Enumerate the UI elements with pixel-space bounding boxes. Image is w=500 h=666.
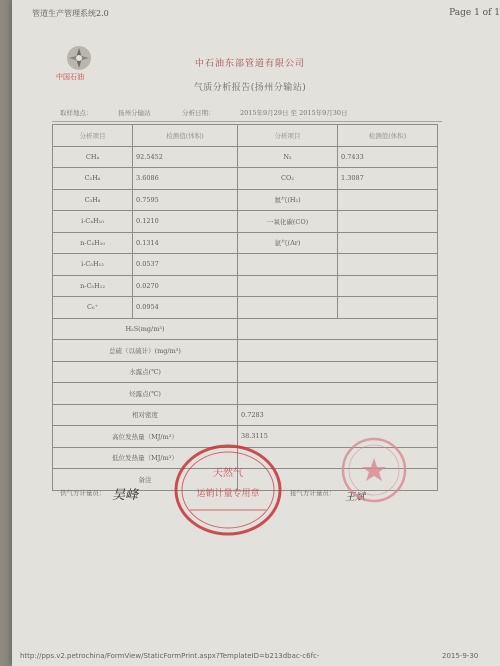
table-row xyxy=(53,340,438,362)
value-cell: 0.7283 xyxy=(238,404,438,426)
divider xyxy=(52,121,442,122)
svg-text:天然气: 天然气 xyxy=(213,468,243,479)
item-cell: 低位发热量（MJ/m³） xyxy=(53,447,238,469)
value-cell: 0.0270 xyxy=(133,275,238,297)
value-cell: 0.1314 xyxy=(133,232,238,254)
value-cell xyxy=(338,275,438,297)
analyst-signature: 吴峰 xyxy=(112,488,139,503)
table-row xyxy=(53,254,438,276)
value-cell: 38.3115 xyxy=(238,426,438,448)
item-cell: CO₂ xyxy=(238,168,338,190)
value-cell: 0.7595 xyxy=(133,189,238,211)
logo-text: 中国石油 xyxy=(56,73,84,81)
value-cell xyxy=(338,232,438,254)
table-header-row xyxy=(53,125,438,147)
time-value: 2015年9月29日 至 2015年9月30日 xyxy=(240,109,348,117)
table-row xyxy=(53,361,438,383)
print-date: 2015-9-30 xyxy=(442,652,479,660)
page-indicator: Page 1 of 1 xyxy=(449,8,500,18)
value-cell xyxy=(338,297,438,319)
item-cell xyxy=(238,254,338,276)
item-cell: 氩气(Ar) xyxy=(238,232,338,254)
value-cell xyxy=(338,211,438,233)
item-cell: H₂S(mg/m³) xyxy=(53,318,238,340)
table-row xyxy=(53,232,438,254)
value-cell xyxy=(238,318,438,340)
item-cell xyxy=(238,297,338,319)
item-cell xyxy=(238,275,338,297)
table-row xyxy=(53,383,438,405)
print-url: http://pps.v2.petrochina/FormView/StaticFormPrint.aspx?TemplateID=b213dbac-c6fc- xyxy=(20,652,320,660)
analyst-label: 供气方计量员： xyxy=(60,489,106,497)
time-label: 分析日期： xyxy=(182,109,215,117)
item-cell: 总硫（以硫计）(mg/m³) xyxy=(53,340,238,362)
table-row xyxy=(53,168,438,190)
table-row xyxy=(53,275,438,297)
table-row xyxy=(53,146,438,168)
report-title: 气质分析报告(扬州分输站) xyxy=(193,83,307,93)
print-header xyxy=(32,8,500,22)
value-cell xyxy=(238,340,438,362)
column-header: 检测值(体积) xyxy=(338,125,438,147)
svg-text:运销计量专用章: 运销计量专用章 xyxy=(196,489,260,499)
table-row xyxy=(53,189,438,211)
item-cell: C₃H₈ xyxy=(53,189,133,211)
info-row xyxy=(60,108,440,120)
item-cell: N₂ xyxy=(238,146,338,168)
company-seal-stamp xyxy=(172,440,284,540)
item-cell: 烃露点(℃) xyxy=(53,383,238,405)
value-cell: 92.5452 xyxy=(133,146,238,168)
value-cell: 0.7433 xyxy=(338,146,438,168)
item-cell: 水露点(℃) xyxy=(53,361,238,383)
value-cell xyxy=(338,254,438,276)
item-cell: 高位发热量（MJ/m³） xyxy=(53,426,238,448)
receiver-label: 接气方计量员： xyxy=(290,489,336,497)
value-cell: 0.0954 xyxy=(133,297,238,319)
item-cell: n-C₄H₁₀ xyxy=(53,232,133,254)
station-label: 取样地点： xyxy=(60,109,93,117)
item-cell: C₂H₆ xyxy=(53,168,133,190)
station-value: 扬州分输站 xyxy=(118,109,151,117)
table-row xyxy=(53,297,438,319)
item-cell: C₆⁺ xyxy=(53,297,133,319)
value-cell xyxy=(238,383,438,405)
value-cell xyxy=(238,361,438,383)
item-cell: 一氧化碳(CO) xyxy=(238,211,338,233)
item-cell: 相对密度 xyxy=(53,404,238,426)
item-cell: 备注 xyxy=(53,469,238,491)
item-cell: CH₄ xyxy=(53,146,133,168)
column-header: 分析项目 xyxy=(238,125,338,147)
partner-seal-stamp xyxy=(340,436,408,504)
system-name: 管道生产管理系统2.0 xyxy=(32,9,109,18)
receiver-signature: 王斌 xyxy=(345,492,365,503)
table-row xyxy=(53,318,438,340)
value-cell: 1.3087 xyxy=(338,168,438,190)
value-cell: 0.0537 xyxy=(133,254,238,276)
item-cell: i-C₄H₁₀ xyxy=(53,211,133,233)
item-cell: n-C₅H₁₂ xyxy=(53,275,133,297)
value-cell xyxy=(338,189,438,211)
column-header: 分析项目 xyxy=(53,125,133,147)
table-row xyxy=(53,211,438,233)
column-header: 检测值(体积) xyxy=(133,125,238,147)
value-cell: 3.6086 xyxy=(133,168,238,190)
item-cell: i-C₅H₁₂ xyxy=(53,254,133,276)
item-cell: 氦气(H₂) xyxy=(238,189,338,211)
value-cell: 0.1210 xyxy=(133,211,238,233)
table-row xyxy=(53,404,438,426)
company-name: 中石油东部管道有限公司 xyxy=(194,59,305,69)
